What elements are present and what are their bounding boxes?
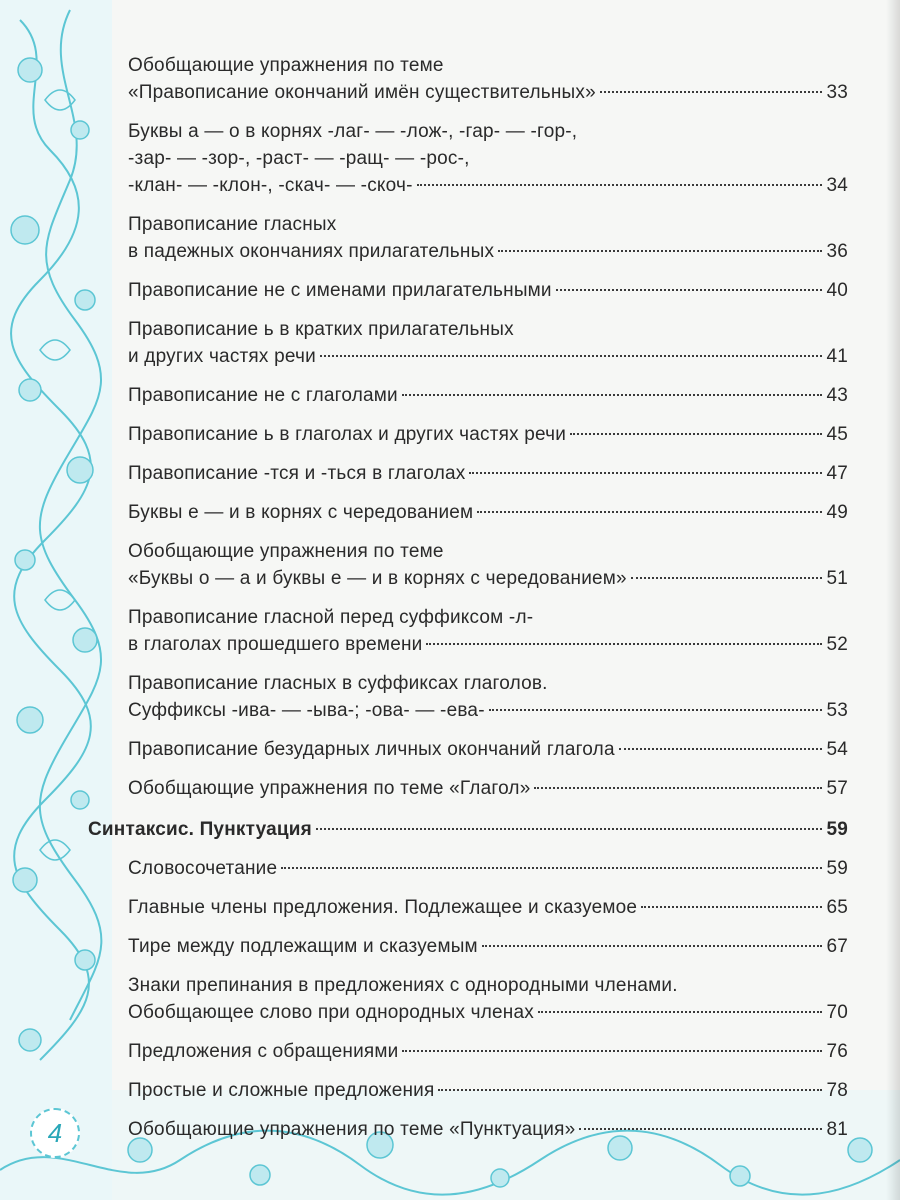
dot-leader [320, 355, 823, 357]
toc-entry-title: Правописание безударных личных окончаний глагола [128, 739, 615, 760]
toc-page-number: 76 [826, 1041, 848, 1062]
toc-page-number: 67 [826, 936, 848, 957]
toc-entry-title: Обобщающее слово при однородных членах [128, 1002, 534, 1023]
toc-entry-title: Предложения с обращениями [128, 1041, 399, 1062]
toc-entry-title: Правописание ь в глаголах и других частях речи [128, 424, 567, 445]
toc-entry [88, 382, 848, 409]
dot-leader [570, 433, 822, 435]
toc-entry-title: Правописание не с глаголами [128, 385, 398, 406]
dot-leader [631, 577, 823, 579]
toc-page-number: 59 [826, 819, 848, 840]
toc-line [128, 145, 848, 172]
dot-leader [426, 643, 822, 645]
dot-leader [556, 289, 823, 291]
toc-entry [88, 211, 848, 265]
toc-entry-title: Простые и сложные предложения [128, 1080, 435, 1101]
toc-entry-title: Правописание -тся и -ться в глаголах [128, 463, 466, 484]
toc-page-number: 36 [826, 241, 848, 262]
toc-entry [88, 855, 848, 882]
toc-line [128, 316, 848, 343]
toc-entry [88, 316, 848, 370]
table-of-contents [88, 52, 848, 1155]
toc-entry [88, 277, 848, 304]
toc-entry-title: в падежных окончаниях прилагательных [128, 241, 495, 262]
toc-page-number: 43 [826, 385, 848, 406]
toc-entry-title: Синтаксис. Пунктуация [88, 819, 312, 840]
toc-entry [88, 894, 848, 921]
toc-entry-title: Буквы а — о в корнях -лаг- — -лож-, -гар- — -гор-, [128, 121, 578, 142]
toc-entry [88, 933, 848, 960]
dot-leader [641, 906, 822, 908]
toc-page-number: 70 [826, 1002, 848, 1023]
toc-line [128, 211, 848, 238]
toc-entry-title: -зар- — -зор-, -раст- — -ращ- — -рос-, [128, 148, 470, 169]
toc-line [128, 972, 848, 999]
toc-line [128, 894, 848, 921]
toc-line [128, 933, 848, 960]
toc-line [128, 343, 848, 370]
toc-entry-title: «Буквы о — а и буквы е — и в корнях с чередованием» [128, 568, 627, 589]
toc-line [128, 1038, 848, 1065]
dot-leader [281, 867, 822, 869]
toc-line [128, 855, 848, 882]
toc-line [128, 382, 848, 409]
toc-entry [88, 1038, 848, 1065]
toc-line [128, 277, 848, 304]
toc-line [88, 816, 848, 843]
toc-entry-title: Обобщающие упражнения по теме «Глагол» [128, 778, 531, 799]
toc-entry-title: Правописание гласных в суффиксах глаголов. [128, 673, 548, 694]
dot-leader [538, 1011, 822, 1013]
toc-entry-title: и других частях речи [128, 346, 316, 367]
toc-page-number: 52 [826, 634, 848, 655]
toc-page-number: 54 [826, 739, 848, 760]
toc-entry [88, 538, 848, 592]
page-edge-shadow [886, 0, 900, 1200]
toc-line [128, 118, 848, 145]
toc-line [128, 631, 848, 658]
toc-entry-title: в глаголах прошедшего времени [128, 634, 423, 655]
toc-line [128, 1077, 848, 1104]
page-number: 4 [30, 1108, 80, 1158]
toc-line [128, 79, 848, 106]
dot-leader [534, 787, 822, 789]
dot-leader [482, 945, 823, 947]
toc-entry [88, 736, 848, 763]
toc-line [128, 736, 848, 763]
toc-page-number: 51 [826, 568, 848, 589]
toc-page-number: 45 [826, 424, 848, 445]
toc-entry-title: Обобщающие упражнения по теме [128, 541, 444, 562]
toc-entry-title: Словосочетание [128, 858, 278, 879]
toc-section-heading [88, 816, 848, 843]
dot-leader [579, 1128, 822, 1130]
toc-entry [88, 421, 848, 448]
toc-line [128, 460, 848, 487]
dot-leader [498, 250, 822, 252]
toc-line [128, 172, 848, 199]
toc-entry-title: Правописание ь в кратких прилагательных [128, 319, 514, 340]
toc-page-number: 34 [826, 175, 848, 196]
toc-entry [88, 499, 848, 526]
toc-line [128, 421, 848, 448]
toc-line [128, 52, 848, 79]
toc-line [128, 604, 848, 631]
toc-line [128, 499, 848, 526]
toc-page-number: 59 [826, 858, 848, 879]
toc-entry-title: Знаки препинания в предложениях с однородными членами. [128, 975, 678, 996]
toc-page-number: 57 [826, 778, 848, 799]
dot-leader [469, 472, 822, 474]
toc-page-number: 33 [826, 82, 848, 103]
toc-line [128, 670, 848, 697]
toc-entry-title: Обобщающие упражнения по теме «Пунктуация» [128, 1119, 576, 1140]
dot-leader [477, 511, 822, 513]
toc-entry-title: Обобщающие упражнения по теме [128, 55, 444, 76]
toc-page-number: 41 [826, 346, 848, 367]
toc-entry [88, 52, 848, 106]
toc-entry [88, 1116, 848, 1143]
toc-page-number: 49 [826, 502, 848, 523]
dot-leader [402, 394, 823, 396]
toc-page-number: 78 [826, 1080, 848, 1101]
toc-entry-title: Главные члены предложения. Подлежащее и сказуемое [128, 897, 638, 918]
toc-entry [88, 670, 848, 724]
toc-line [128, 999, 848, 1026]
toc-page-number: 65 [826, 897, 848, 918]
toc-entry [88, 1077, 848, 1104]
toc-entry [88, 604, 848, 658]
toc-entry-title: Буквы е — и в корнях с чередованием [128, 502, 474, 523]
toc-line [128, 538, 848, 565]
dot-leader [316, 828, 823, 830]
toc-page-number: 47 [826, 463, 848, 484]
toc-entry [88, 460, 848, 487]
toc-entry-title: Суффиксы -ива- — -ыва-; -ова- — -ева- [128, 700, 485, 721]
toc-line [128, 238, 848, 265]
toc-line [128, 1116, 848, 1143]
toc-entry [88, 775, 848, 802]
dot-leader [402, 1050, 822, 1052]
toc-page-number: 81 [826, 1119, 848, 1140]
toc-entry-title: Правописание не с именами прилагательными [128, 280, 552, 301]
dot-leader [489, 709, 823, 711]
dot-leader [417, 184, 823, 186]
toc-entry-title: Тире между подлежащим и сказуемым [128, 936, 478, 957]
toc-entry-title: Правописание гласной перед суффиксом -л- [128, 607, 534, 628]
toc-page-number: 40 [826, 280, 848, 301]
toc-entry [88, 972, 848, 1026]
toc-entry [88, 118, 848, 199]
toc-line [128, 697, 848, 724]
toc-entry-title: Правописание гласных [128, 214, 337, 235]
dot-leader [619, 748, 823, 750]
toc-line [128, 775, 848, 802]
toc-entry-title: -клан- — -клон-, -скач- — -скоч- [128, 175, 413, 196]
toc-entry-title: «Правописание окончаний имён существительных» [128, 82, 596, 103]
dot-leader [600, 91, 823, 93]
toc-page-number: 53 [826, 700, 848, 721]
dot-leader [438, 1089, 822, 1091]
toc-line [128, 565, 848, 592]
